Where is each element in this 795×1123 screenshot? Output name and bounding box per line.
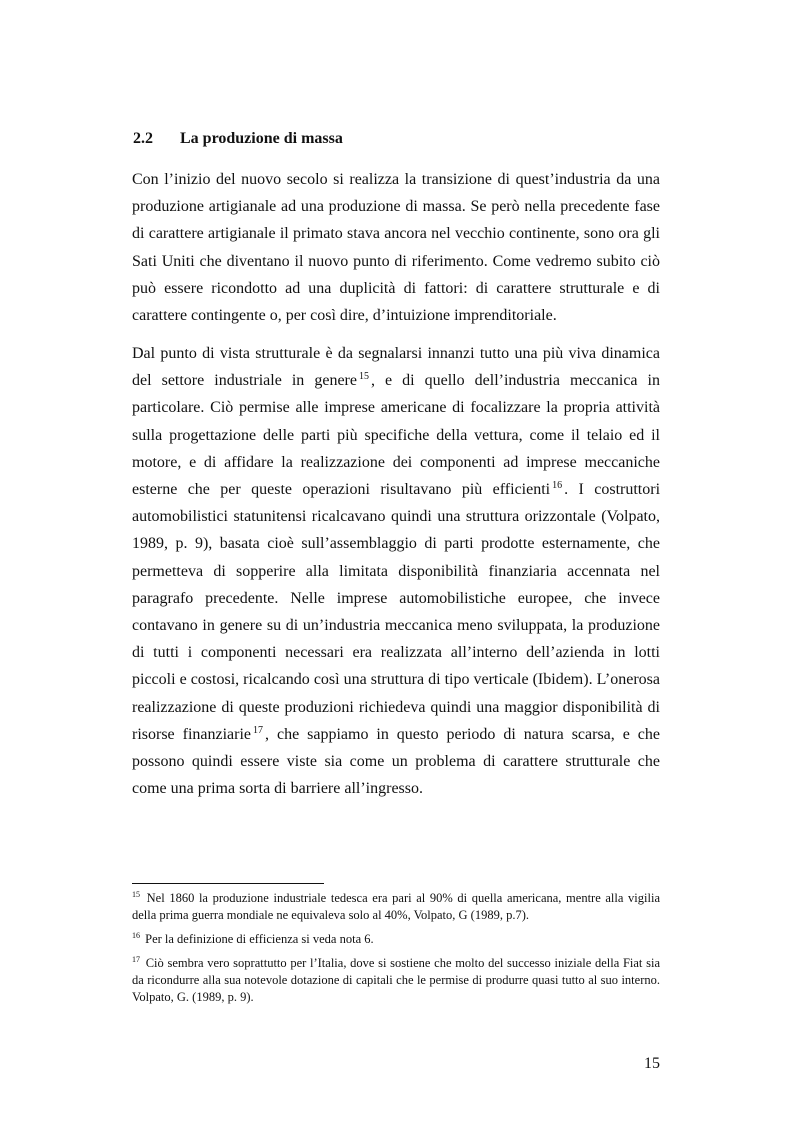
- footnote-16: [132, 931, 660, 948]
- paragraph-2-part-1: Dal punto di vista strutturale è da segnalarsi innanzi tutto una più viva dinamica del settore industriale in genere: [132, 345, 660, 390]
- paragraph-2-part-3: . I costruttori automobilistici statunitensi ricalcavano quindi una struttura orizzontale (Volpato, 1989, p. 9), basata cioè sull’assemblaggio di parti prodotte esternamente, che permetteva di sopperire alla limitata disponibilità finanziaria accennata nel paragrafo precedente. Nelle imprese automobilistiche europee, che invece contavano in genere su di un’industria meccanica meno sviluppata, la produzione di tutti i componenti necessari era realizzata all’interno dell’azienda in lotti piccoli e costosi, ricalcando così una struttura di tipo verticale (Ibidem). L’onerosa realizzazione di queste produzioni richiedeva quindi una maggior disponibilità di risorse finanziarie: [132, 481, 661, 743]
- section-title: La produzione di massa: [180, 130, 343, 147]
- footnotes: [132, 890, 660, 1013]
- footnote-ref-17[interactable]: 17: [253, 724, 264, 736]
- section-number: 2.2: [133, 130, 153, 147]
- footnote-number: 16: [132, 931, 140, 940]
- footnote-ref-16[interactable]: 16: [552, 480, 563, 492]
- footnote-separator: [132, 883, 324, 884]
- footnote-text: Ciò sembra vero soprattutto per l’Italia, dove si sostiene che molto del successo iniziale della Fiat sia da ricondurre alla sua notevole dotazione di capitali che le permise di produrre quasi tutto al suo interno. Volpato, G. (1989, p. 9).: [132, 956, 660, 1004]
- footnote-number: 15: [132, 890, 140, 899]
- paragraph-1: Con l’inizio del nuovo secolo si realizza la transizione di quest’industria da una produzione artigianale ad una produzione di massa. Se però nella precedente fase di carattere artigianale il primato stava ancora nel vecchio continente, sono ora gli Sati Uniti che diventano il nuovo punto di riferimento. Come vedremo subito ciò può essere ricondotto ad una duplicità di fattori: di carattere strutturale e di carattere contingente o, per così dire, d’intuizione imprenditoriale.: [132, 171, 660, 325]
- footnote-15: [132, 890, 660, 924]
- footnote-text: Per la definizione di efficienza si veda nota 6.: [145, 932, 374, 946]
- footnote-17: [132, 955, 660, 1006]
- footnote-ref-15[interactable]: 15: [358, 371, 369, 383]
- footnote-number: 17: [132, 955, 140, 964]
- footnote-text: Nel 1860 la produzione industriale tedesca era pari al 90% di quella americana, mentre alla vigilia della prima guerra mondiale ne equivaleva solo al 40%, Volpato, G (1989, p.7).: [132, 891, 660, 922]
- page-number: 15: [644, 1055, 660, 1072]
- paragraph-2-part-4: , che sappiamo in questo periodo di natura scarsa, e che possono quindi essere viste sia come un problema di carattere strutturale che come una prima sorta di barriere all’ingresso.: [132, 725, 660, 798]
- paragraph-2: [132, 340, 660, 802]
- section-heading: [133, 130, 343, 148]
- paragraph-2-part-2: , e di quello dell’industria meccanica in particolare. Ciò permise alle imprese americane di focalizzare la propria attività sulla progettazione delle parti più specifiche della vettura, come il telaio ed il motore, e di affidare la realizzazione dei componenti ad imprese meccaniche esterne che per queste operazioni risultavano più efficienti: [132, 372, 660, 499]
